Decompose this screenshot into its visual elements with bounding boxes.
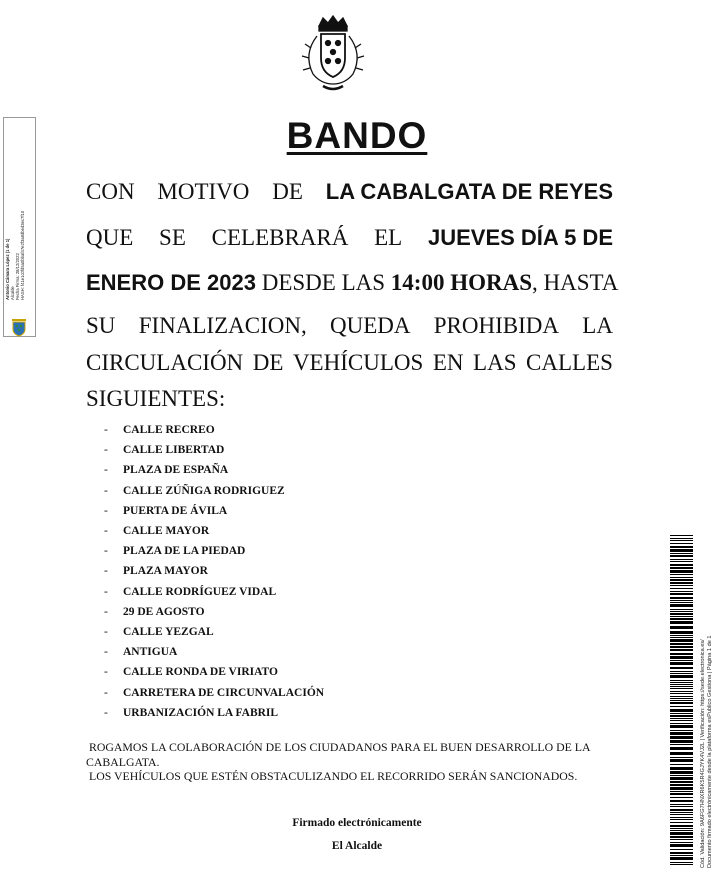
- body-line-2: QUE SE CELEBRARÁ EL JUEVES DÍA 5 DE: [86, 225, 613, 250]
- barcode-bar: [670, 585, 693, 586]
- barcode-bar: [670, 736, 693, 739]
- barcode-bar: [670, 730, 693, 731]
- barcode-bar: [670, 842, 693, 843]
- barcode-bar: [670, 757, 693, 758]
- barcode-bar: [670, 732, 693, 735]
- barcode-bar: [670, 609, 693, 610]
- barcode-bar: [670, 643, 693, 645]
- barcode-bar: [670, 725, 693, 728]
- barcode-bar: [670, 682, 693, 683]
- barcode-bar: [670, 656, 693, 659]
- barcode-bar: [670, 561, 693, 562]
- barcode-bar: [670, 832, 693, 835]
- barcode-bar: [670, 553, 693, 554]
- body-line-5: CIRCULACIÓN DE VEHÍCULOS EN LAS CALLES: [86, 350, 613, 375]
- list-item: - CALLE RONDA DE VIRIATO: [104, 666, 278, 679]
- body-line-6: SIGUIENTES:: [86, 386, 226, 411]
- list-item: - PLAZA DE ESPAÑA: [104, 464, 229, 477]
- barcode-bar: [670, 706, 693, 707]
- list-item: - CALLE LIBERTAD: [104, 444, 225, 457]
- barcode-bar: [670, 555, 693, 557]
- barcode-bar: [670, 791, 693, 792]
- barcode-bar: [670, 540, 693, 541]
- page-title: BANDO: [286, 115, 428, 156]
- barcode-bar: [670, 771, 693, 774]
- barcode-bar: [670, 653, 693, 655]
- barcode-bar: [670, 570, 693, 573]
- barcode-bar: [670, 646, 693, 648]
- barcode-bar: [670, 621, 693, 624]
- signature-line: Firmado electrónicamente: [292, 817, 422, 829]
- barcode-bar: [670, 667, 693, 669]
- barcode-bar: [670, 787, 693, 790]
- body-line-3: ENERO DE 2023 DESDE LAS 14:00 HORAS , HASTA: [86, 270, 619, 295]
- barcode-bar: [670, 680, 693, 681]
- list-item: - CARRETERA DE CIRCUNVALACIÓN: [104, 686, 325, 699]
- barcode-bar: [670, 567, 693, 569]
- barcode-bar: [670, 671, 693, 672]
- barcode-bar: [670, 660, 693, 661]
- barcode-bar: [670, 686, 693, 687]
- barcode-bar: [670, 759, 693, 762]
- list-item: - 29 DE AGOSTO: [104, 605, 205, 618]
- barcode-bar: [670, 822, 693, 823]
- barcode-bar: [670, 637, 693, 638]
- closing-paragraph-1: ROGAMOS LA COLABORACIÓN DE LOS CIUDADANOS PARA EL BUEN DESARROLLO DE LA CABALGATA.: [86, 740, 590, 769]
- body-line-4: SU FINALIZACION, QUEDA PROHIBIDA LA: [86, 313, 613, 338]
- barcode-bar: [670, 631, 693, 634]
- barcode-bar: [670, 723, 693, 724]
- barcode-bar: [670, 588, 693, 589]
- barcode-bar: [670, 836, 693, 838]
- barcode-bar: [670, 702, 693, 704]
- list-item: - CALLE ZÚÑIGA RODRIGUEZ: [104, 484, 285, 497]
- barcode-bar: [670, 855, 693, 856]
- barcode-bar: [670, 800, 693, 802]
- barcode-bar: [670, 849, 693, 850]
- barcode-bar: [670, 862, 693, 863]
- barcode-bar: [670, 600, 693, 601]
- barcode-bar: [670, 718, 693, 719]
- barcode-bar: [670, 591, 693, 592]
- barcode-bar: [670, 696, 693, 697]
- barcode-bar: [670, 806, 693, 807]
- barcode-icon: [670, 535, 693, 865]
- barcode-bar: [670, 611, 693, 612]
- barcode-bar: [670, 693, 693, 694]
- barcode-bar: [670, 793, 693, 795]
- barcode-bar: [670, 864, 693, 865]
- closing-paragraph-2: LOS VEHÍCULOS QUE ESTÉN OBSTACULIZANDO EL RECORRIDO SERÁN SANCIONADOS.: [89, 769, 578, 784]
- barcode-bar: [670, 740, 693, 743]
- barcode-bar: [670, 662, 693, 665]
- municipal-seal-icon: [8, 316, 30, 338]
- barcode-bar: [670, 602, 693, 603]
- list-item: - CALLE YEZGAL: [104, 625, 214, 638]
- barcode-bar: [670, 604, 693, 607]
- list-item: - URBANIZACIÓN LA FABRIL: [104, 706, 279, 719]
- barcode-bar: [670, 812, 693, 813]
- barcode-bar: [670, 830, 693, 831]
- list-item: - CALLE RECREO: [104, 424, 215, 437]
- list-item: - CALLE MAYOR: [104, 525, 210, 538]
- list-item: - PLAZA DE LA PIEDAD: [104, 545, 246, 558]
- barcode-bar: [670, 720, 693, 721]
- list-item: - ANTIGUA: [104, 646, 178, 659]
- barcode-bar: [670, 559, 693, 560]
- barcode-bar: [670, 577, 693, 578]
- barcode-bar: [670, 538, 693, 539]
- barcode-bar: [670, 828, 693, 829]
- barcode-bar: [670, 839, 693, 840]
- barcode-bar: [670, 781, 693, 783]
- barcode-bar: [670, 688, 693, 689]
- barcode-bar: [670, 597, 693, 599]
- barcode-bar: [670, 579, 693, 581]
- barcode-bar: [670, 593, 693, 595]
- barcode-bar: [670, 618, 693, 620]
- barcode-bar: [670, 764, 693, 765]
- barcode-bar: [670, 635, 693, 636]
- list-item: - CALLE RODRÍGUEZ VIDAL: [104, 585, 277, 598]
- barcode-bar: [670, 747, 693, 750]
- barcode-bar: [670, 804, 693, 805]
- barcode-bar: [670, 535, 693, 536]
- barcode-bar: [670, 775, 693, 776]
- barcode-bar: [670, 649, 693, 651]
- barcode-bar: [670, 784, 693, 786]
- barcode-bar: [670, 752, 693, 755]
- barcode-bar: [670, 549, 693, 552]
- barcode-bar: [670, 744, 693, 745]
- barcode-bar: [670, 713, 693, 714]
- barcode-bar: [670, 715, 693, 717]
- list-item: - PUERTA DE ÁVILA: [104, 504, 228, 517]
- barcode-bar: [670, 564, 693, 566]
- barcode-bar: [670, 767, 693, 770]
- barcode-bar: [670, 543, 693, 544]
- list-item: - PLAZA MAYOR: [104, 565, 208, 578]
- barcode-bar: [670, 582, 693, 584]
- barcode-bar: [670, 777, 693, 780]
- body-line-1: CON MOTIVO DE LA CABALGATA DE REYES: [86, 179, 613, 204]
- barcode-bar: [670, 700, 693, 701]
- barcode-bar: [670, 809, 693, 811]
- barcode-bar: [670, 691, 693, 692]
- barcode-bar: [670, 639, 693, 642]
- barcode-bar: [670, 574, 693, 575]
- barcode-bar: [670, 626, 693, 629]
- barcode-bar: [670, 852, 693, 854]
- barcode-bar: [670, 698, 693, 699]
- street-list: [104, 420, 324, 723]
- barcode-bar: [670, 616, 693, 617]
- barcode-bar: [670, 814, 693, 815]
- validation-text: Cód. Validación: 9A6FG7HNXR6K5R4GJYK4VJ2L | Verificación: https://sede.electronica.es/ Documento firmado electrónicamente desde la plataforma esPublico Gestiona | Página 1 de 1: [700, 635, 713, 868]
- coat-of-arms-icon: [297, 14, 369, 96]
- signature-title: El Alcalde: [331, 840, 383, 852]
- barcode-bar: [670, 613, 693, 615]
- barcode-bar: [670, 844, 693, 847]
- closing-text: [86, 740, 621, 784]
- barcode-bar: [670, 825, 693, 827]
- signature-stamp-text: Antonio Cámara López (1 de 1) Alcalde Fecha Firma: 28/12/2022 HASH: f41e1c0fd5a0bbaf47e2f3a8dbed3ec7f10: [5, 210, 25, 300]
- barcode-bar: [670, 673, 693, 674]
- barcode-bar: [670, 857, 693, 860]
- barcode-bar: [670, 675, 693, 678]
- barcode-bar: [670, 819, 693, 820]
- barcode-bar: [670, 709, 693, 712]
- barcode-bar: [670, 684, 693, 685]
- barcode-bar: [670, 817, 693, 818]
- barcode-bar: [670, 797, 693, 798]
- barcode-bar: [670, 546, 693, 548]
